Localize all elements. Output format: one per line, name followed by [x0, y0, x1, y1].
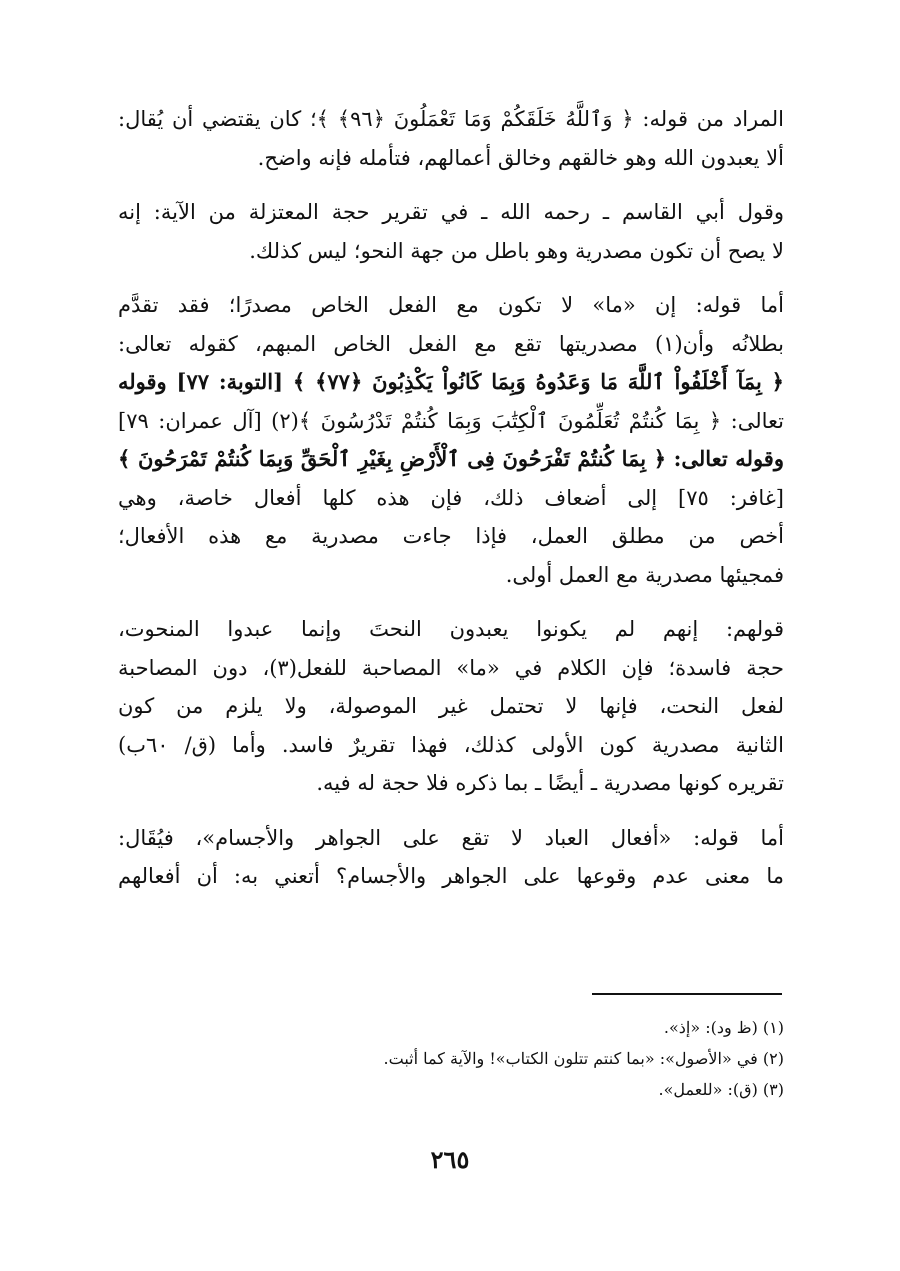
text-line: حجة فاسدة؛ فإن الكلام في «ما» المصاحبة للفعل(٣)، دون المصاحبة [118, 655, 784, 680]
quran-verse-line: وقوله تعالى: ﴿ بِمَا كُنتُمْ تَفْرَحُونَ فِى ٱلْأَرْضِ بِغَيْرِ ٱلْحَقِّ وَبِمَا كُنتُمْ تَمْرَحُونَ ﴾ [118, 446, 784, 471]
text-line: بطلانُه وأن(١) مصدريتها تقع مع الفعل الخاص المبهم، كقوله تعالى: [118, 331, 784, 356]
paragraph-2 [118, 193, 784, 270]
footnote-3: (٣) (ق): «للعمل». [658, 1080, 784, 1099]
text-line: الثانية مصدرية كون الأولى كذلك، فهذا تقريرٌ فاسد. وأما (ق/ ٦٠ب) [118, 732, 784, 757]
text-line: ألا يعبدون الله وهو خالقهم وخالق أعمالهم، فتأمله فإنه واضح. [257, 145, 784, 170]
page-number: ٢٦٥ [430, 1145, 470, 1174]
text-line: أخص من مطلق العمل، فإذا جاءت مصدرية مع هذه الأفعال؛ [118, 524, 784, 548]
footnote-1: (١) (ظ ود): «إذ». [663, 1018, 784, 1037]
text-line: [غافر: ٧٥] إلى أضعاف ذلك، فإن هذه كلها أفعال خاصة، وهي [118, 485, 784, 510]
text-line: أما قوله: «أفعال العباد لا تقع على الجواهر والأجسام»، فيُقَال: [118, 825, 784, 850]
page-body [118, 100, 784, 912]
paragraph-3 [118, 286, 784, 594]
footnotes [118, 1012, 784, 1105]
text-line: لا يصح أن تكون مصدرية وهو باطل من جهة النحو؛ ليس كذلك. [249, 238, 784, 263]
quran-verse-line: تعالى: ﴿ بِمَا كُنتُمْ تُعَلِّمُونَ ٱلْكِتَٰبَ وَبِمَا كُنتُمْ تَدْرُسُونَ ﴾(٢) [آل عمران: ٧٩] [118, 408, 784, 433]
text-line: فمجيئها مصدرية مع العمل أولى. [505, 562, 784, 587]
text-line: المراد من قوله: ﴿ وَٱللَّهُ خَلَقَكُمْ وَمَا تَعْمَلُونَ ﴿٩٦﴾ ﴾؛ كان يقتضي أن يُقال: [118, 107, 784, 131]
footnote-2: (٢) في «الأصول»: «بما كنتم تتلون الكتاب»! والآية كما أثبت. [383, 1049, 784, 1068]
text-line: قولهم: إنهم لم يكونوا يعبدون النحتَ وإنما عبدوا المنحوت، [118, 617, 784, 641]
text-line: لفعل النحت، فإنها لا تحتمل غير الموصولة، ولا يلزم من كون [118, 694, 784, 718]
text-line: ما معنى عدم وقوعها على الجواهر والأجسام؟ أتعني به: أن أفعالهم [118, 864, 784, 888]
paragraph-4 [118, 610, 784, 803]
quran-verse-line: ﴿ بِمَآ أَخْلَفُواْ ٱللَّهَ مَا وَعَدُوهُ وَبِمَا كَانُواْ يَكْذِبُونَ ﴿٧٧﴾ ﴾ [التوبة: ٧٧] وقوله [118, 369, 784, 394]
text-line: وقول أبي القاسم ـ رحمه الله ـ في تقرير حجة المعتزلة من الآية: إنه [118, 200, 784, 224]
paragraph-1 [118, 100, 784, 177]
footnote-divider [592, 993, 782, 995]
paragraph-5 [118, 819, 784, 896]
text-line: تقريره كونها مصدرية ـ أيضًا ـ بما ذكره فلا حجة له فيه. [316, 771, 784, 795]
text-line: أما قوله: إن «ما» لا تكون مع الفعل الخاص مصدرًا؛ فقد تقدَّم [118, 293, 784, 317]
